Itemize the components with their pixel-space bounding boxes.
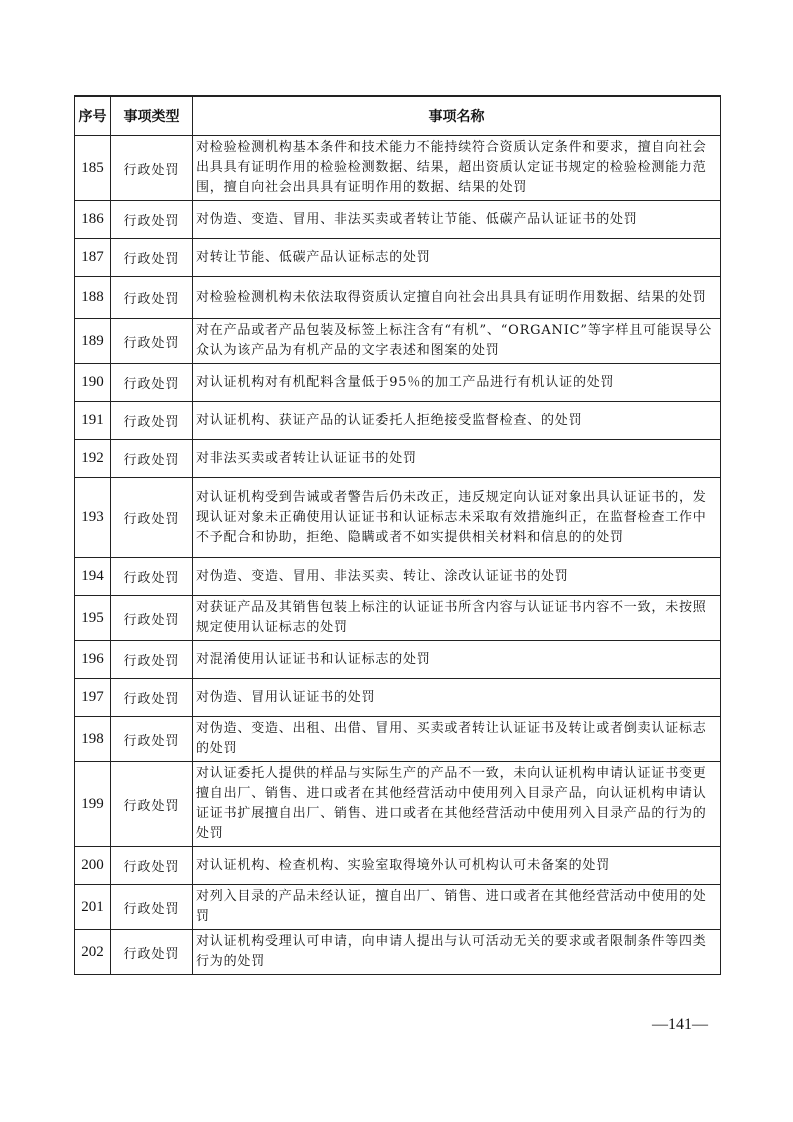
row-serial: 192 — [75, 440, 111, 478]
row-serial: 188 — [75, 277, 111, 319]
row-serial: 187 — [75, 239, 111, 277]
row-serial: 202 — [75, 930, 111, 975]
table-row — [75, 930, 721, 975]
table-row — [75, 885, 721, 930]
row-serial: 198 — [75, 717, 111, 762]
row-name: 对伪造、变造、冒用、非法买卖、转让、涂改认证证书的处罚 — [193, 558, 721, 596]
row-serial: 186 — [75, 201, 111, 239]
table-row — [75, 558, 721, 596]
row-type: 行政处罚 — [111, 679, 193, 717]
table-row — [75, 641, 721, 679]
row-type: 行政处罚 — [111, 762, 193, 847]
row-type: 行政处罚 — [111, 364, 193, 402]
row-serial: 185 — [75, 136, 111, 201]
row-name: 对获证产品及其销售包装上标注的认证证书所含内容与认证证书内容不一致，未按照规定使用认证标志的处罚 — [193, 596, 721, 641]
row-name: 对检验检测机构未依法取得资质认定擅自向社会出具具有证明作用数据、结果的处罚 — [193, 277, 721, 319]
header-type: 事项类型 — [111, 96, 193, 136]
row-name: 对伪造、变造、冒用、非法买卖或者转让节能、低碳产品认证证书的处罚 — [193, 201, 721, 239]
items-table — [74, 95, 721, 975]
row-type: 行政处罚 — [111, 239, 193, 277]
row-type: 行政处罚 — [111, 440, 193, 478]
table-row — [75, 136, 721, 201]
table-row — [75, 364, 721, 402]
header-name: 事项名称 — [193, 96, 721, 136]
row-name: 对混淆使用认证证书和认证标志的处罚 — [193, 641, 721, 679]
row-name: 对认证机构受到告诫或者警告后仍未改正，违反规定向认证对象出具认证证书的，发现认证对象未正确使用认证证书和认证标志未采取有效措施纠正，在监督检查工作中不予配合和协助，拒绝、隐瞒或者不如实提供相关材料和信息的的处罚 — [193, 478, 721, 558]
table-row — [75, 239, 721, 277]
row-serial: 195 — [75, 596, 111, 641]
row-type: 行政处罚 — [111, 596, 193, 641]
row-type: 行政处罚 — [111, 319, 193, 364]
row-name: 对列入目录的产品未经认证，擅自出厂、销售、进口或者在其他经营活动中使用的处罚 — [193, 885, 721, 930]
row-serial: 190 — [75, 364, 111, 402]
table-row — [75, 478, 721, 558]
row-serial: 196 — [75, 641, 111, 679]
table-row — [75, 679, 721, 717]
row-serial: 189 — [75, 319, 111, 364]
row-name: 对转让节能、低碳产品认证标志的处罚 — [193, 239, 721, 277]
row-type: 行政处罚 — [111, 136, 193, 201]
row-type: 行政处罚 — [111, 717, 193, 762]
row-type: 行政处罚 — [111, 558, 193, 596]
document-page — [74, 95, 720, 975]
row-serial: 191 — [75, 402, 111, 440]
table-row — [75, 596, 721, 641]
row-serial: 194 — [75, 558, 111, 596]
row-name: 对认证机构受理认可申请，向申请人提出与认可活动无关的要求或者限制条件等四类行为的处罚 — [193, 930, 721, 975]
row-serial: 193 — [75, 478, 111, 558]
row-type: 行政处罚 — [111, 201, 193, 239]
row-name: 对认证委托人提供的样品与实际生产的产品不一致，未向认证机构申请认证证书变更擅自出厂、销售、进口或者在其他经营活动中使用列入目录产品，向认证机构申请认证证书扩展擅自出厂、销售、进口或者在其他经营活动中使用列入目录产品的行为的处罚 — [193, 762, 721, 847]
row-type: 行政处罚 — [111, 478, 193, 558]
table-row — [75, 402, 721, 440]
row-name: 对认证机构、检查机构、实验室取得境外认可机构认可未备案的处罚 — [193, 847, 721, 885]
table-row — [75, 717, 721, 762]
row-serial: 201 — [75, 885, 111, 930]
row-name: 对在产品或者产品包装及标签上标注含有“有机”、“ORGANIC”等字样且可能误导公众认为该产品为有机产品的文字表述和图案的处罚 — [193, 319, 721, 364]
row-serial: 199 — [75, 762, 111, 847]
row-name: 对认证机构、获证产品的认证委托人拒绝接受监督检查、的处罚 — [193, 402, 721, 440]
table-row — [75, 319, 721, 364]
row-name: 对伪造、变造、出租、出借、冒用、买卖或者转让认证证书及转让或者倒卖认证标志的处罚 — [193, 717, 721, 762]
row-type: 行政处罚 — [111, 847, 193, 885]
row-name: 对伪造、冒用认证证书的处罚 — [193, 679, 721, 717]
table-row — [75, 440, 721, 478]
row-type: 行政处罚 — [111, 885, 193, 930]
table-row — [75, 847, 721, 885]
row-serial: 197 — [75, 679, 111, 717]
header-serial: 序号 — [75, 96, 111, 136]
row-type: 行政处罚 — [111, 641, 193, 679]
table-row — [75, 277, 721, 319]
table-body — [75, 136, 721, 975]
table-row — [75, 762, 721, 847]
table-header-row — [75, 96, 721, 136]
table-row — [75, 201, 721, 239]
row-type: 行政处罚 — [111, 930, 193, 975]
row-name: 对认证机构对有机配料含量低于95％的加工产品进行有机认证的处罚 — [193, 364, 721, 402]
row-type: 行政处罚 — [111, 277, 193, 319]
row-type: 行政处罚 — [111, 402, 193, 440]
page-number: —141— — [652, 1016, 708, 1033]
row-serial: 200 — [75, 847, 111, 885]
row-name: 对检验检测机构基本条件和技术能力不能持续符合资质认定条件和要求，擅自向社会出具具有证明作用的检验检测数据、结果，超出资质认定证书规定的检验检测能力范围，擅自向社会出具具有证明作用的数据、结果的处罚 — [193, 136, 721, 201]
row-name: 对非法买卖或者转让认证证书的处罚 — [193, 440, 721, 478]
